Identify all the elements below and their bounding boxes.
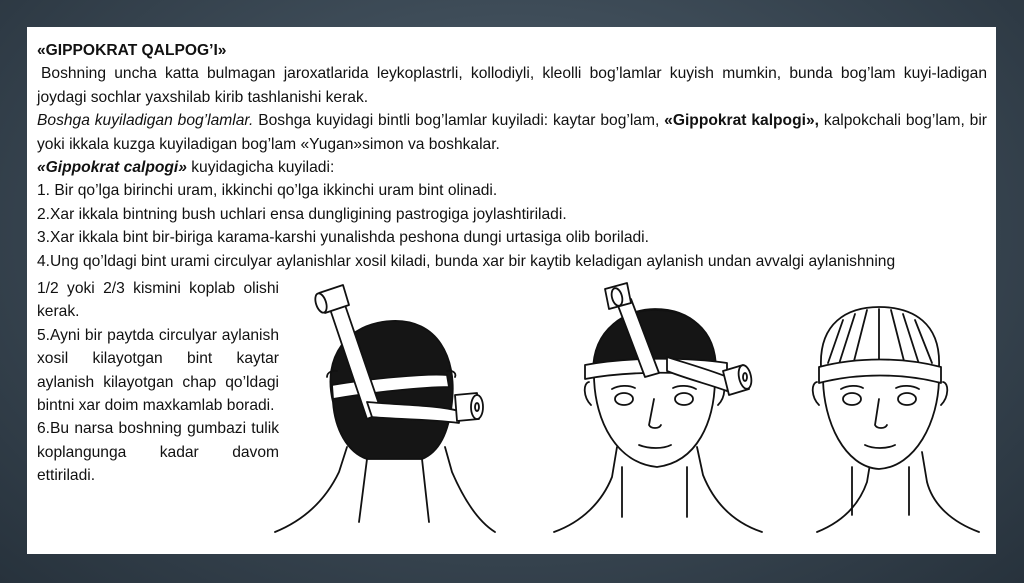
bandages-text: Boshga kuyidagi bintli bog’lamlar kuyiladi: kaytar bog’lam, <box>253 112 665 130</box>
bandage-illustrations <box>27 27 996 554</box>
slide <box>27 27 996 554</box>
step-2: 2.Xar ikkala bintning bush uchlari ensa dungligining pastrogiga joylashtiriladi. <box>37 205 567 223</box>
step-5: 5.Ayni bir paytda circulyar aylanish xosil kilayotgan bint kaytar aylanish kilayotgan chap qo’ldagi bintni xar doim maxkamlab boradi. <box>37 326 279 415</box>
step-4-continued: 1/2 yoki 2/3 kismini koplab olishi kerak. <box>37 280 279 321</box>
paragraph-intro: Boshning uncha katta bulmagan jaroxatlarida leykoplastrli, kollodiyli, kleolli bog’lamlar kuyish mumkin, bunda bog’lam kuyi-ladigan joydagi sochlar yaxshilab kirib tashlanishi kerak. <box>37 65 987 106</box>
step-4: 4.Ung qo’ldagi bint urami circulyar aylanishlar xosil kiladi, bunda xar bir kaytib keladigan aylanish undan avvalgi aylanishning <box>37 252 896 270</box>
slide-title: «GIPPOKRAT QALPOG’I» <box>37 42 227 59</box>
step-1: 1. Bir qo’lga birinchi uram, ikkinchi qo’lga ikkinchi uram bint olinadi. <box>37 182 498 200</box>
step-3: 3.Xar ikkala bint bir-biriga karama-karshi yunalishda peshona dungi urtasiga olib boriladi. <box>37 229 649 247</box>
bandages-bold-term: «Gippokrat kalpogi», <box>664 112 819 130</box>
bandages-heading: Boshga kuyiladigan bog’lamlar. <box>37 112 254 130</box>
bandages-text-end: kalpokchali bog’lam, bir yoki ikkala kuzga kuyiladigan bog’lam «Yugan»simon va boshkalar. <box>37 112 987 153</box>
step-6: 6.Bu narsa boshning gumbazi tulik koplangunga kadar davom ettiriladi. <box>37 420 279 485</box>
head-front-bandaging-figure <box>554 283 762 532</box>
method-term: «Gippokrat calpogi» <box>37 159 187 177</box>
head-finished-cap-figure <box>813 307 979 532</box>
head-back-figure <box>275 285 495 532</box>
method-text: kuyidagicha kuyiladi: <box>186 159 335 177</box>
